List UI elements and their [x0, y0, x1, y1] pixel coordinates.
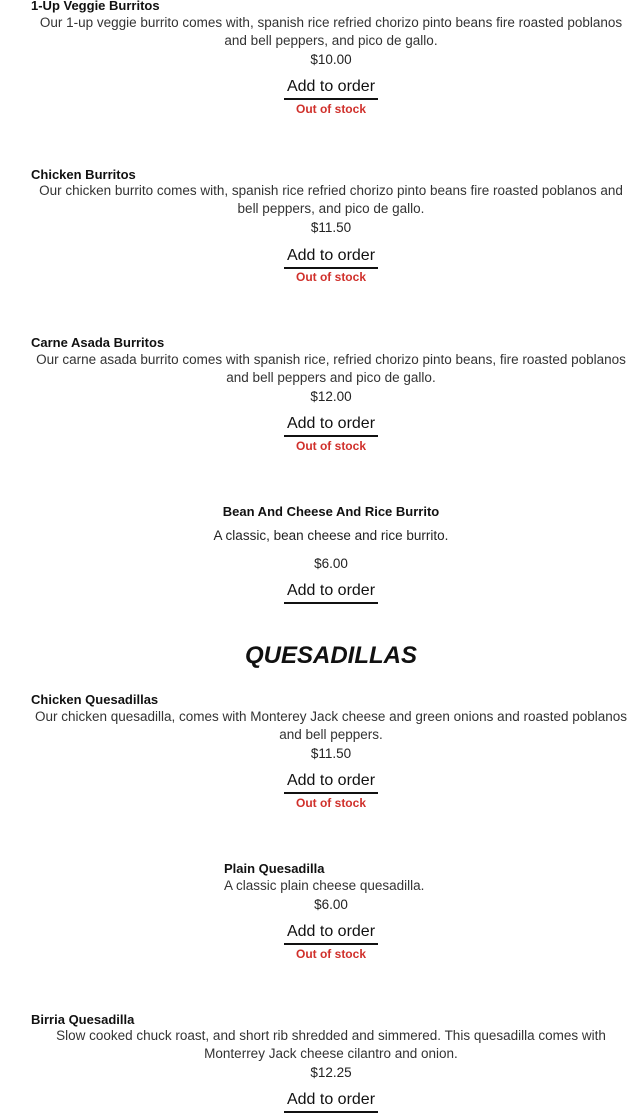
item-price: $6.00 — [314, 556, 348, 571]
item-price: $12.25 — [310, 1065, 352, 1080]
add-to-order-button[interactable]: Add to order — [284, 414, 378, 437]
item-description: Our 1-up veggie burrito comes with, spanish rice refried chorizo pinto beans fire roasted poblanos and bell peppers, and pico de gallo. — [39, 15, 623, 48]
item-name: Bean And Cheese And Rice Burrito — [222, 504, 440, 519]
item-price: $11.50 — [310, 220, 352, 235]
item-description: Slow cooked chuck roast, and short rib shredded and simmered. This quesadilla comes with Monterrey Jack cheese cilantro and onion. — [56, 1028, 606, 1061]
item-price: $11.50 — [310, 746, 352, 761]
add-to-order-button[interactable]: Add to order — [284, 1090, 378, 1113]
item-description: A classic, bean cheese and rice burrito. — [213, 528, 449, 543]
item-price: $6.00 — [314, 897, 348, 912]
item-name: Chicken Quesadillas — [31, 692, 159, 707]
item-name: Carne Asada Burritos — [31, 335, 165, 350]
out-of-stock-label: Out of stock — [295, 947, 366, 961]
item-description: Our chicken quesadilla, comes with Monterey Jack cheese and green onions and roasted poblanos and bell peppers. — [34, 709, 628, 742]
out-of-stock-label: Out of stock — [295, 270, 366, 284]
out-of-stock-label: Out of stock — [295, 439, 366, 453]
item-description: A classic plain cheese quesadilla. — [224, 878, 425, 893]
add-to-order-button[interactable]: Add to order — [284, 771, 378, 794]
section-title-quesadillas: QUESADILLAS — [244, 642, 417, 669]
item-price: $12.00 — [310, 389, 352, 404]
add-to-order-button[interactable]: Add to order — [284, 77, 378, 100]
add-to-order-button[interactable]: Add to order — [284, 922, 378, 945]
add-to-order-button[interactable]: Add to order — [284, 581, 378, 604]
add-to-order-button[interactable]: Add to order — [284, 246, 378, 269]
item-price: $10.00 — [310, 52, 352, 67]
item-name: Chicken Burritos — [31, 167, 136, 182]
item-description: Our chicken burrito comes with, spanish rice refried chorizo pinto beans fire roasted poblanos and bell peppers, and pico de gallo. — [39, 183, 623, 216]
out-of-stock-label: Out of stock — [295, 796, 366, 810]
out-of-stock-label: Out of stock — [295, 102, 366, 116]
item-name: Birria Quesadilla — [31, 1012, 135, 1027]
item-description: Our carne asada burrito comes with spanish rice, refried chorizo pinto beans, fire roasted poblanos and bell peppers and pico de gallo. — [36, 352, 626, 385]
item-name: Plain Quesadilla — [224, 861, 325, 876]
item-name: 1-Up Veggie Burritos — [31, 0, 160, 13]
